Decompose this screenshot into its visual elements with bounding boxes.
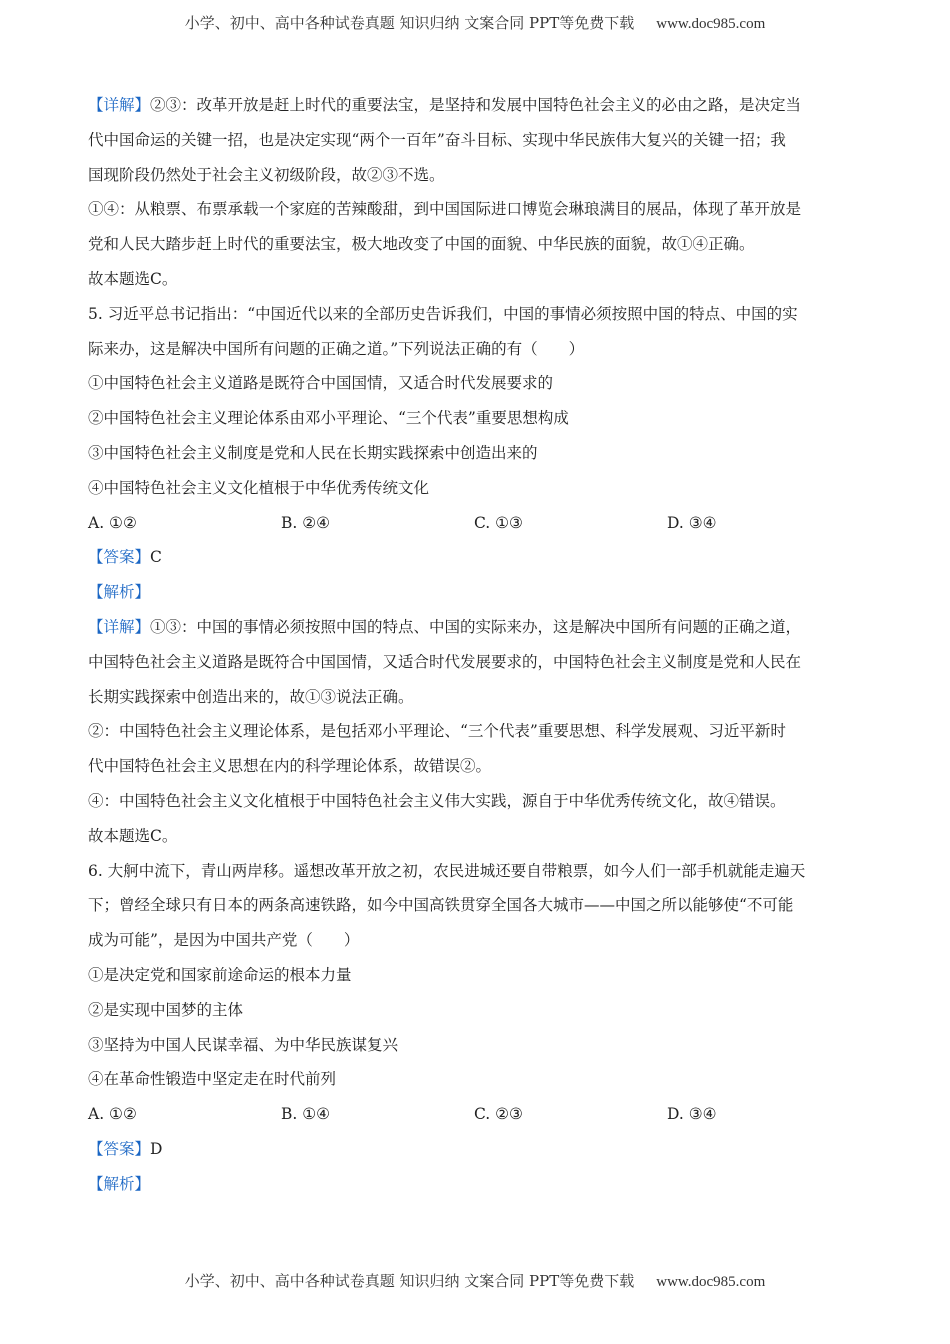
header-site-link[interactable]: www.doc985.com bbox=[656, 16, 766, 32]
q5-option-c: C. ①③ bbox=[474, 513, 523, 532]
q5-stem: 5. 习近平总书记指出：“中国近代以来的全部历史告诉我们，中国的事情必须按照中国的特点、中国的实 bbox=[88, 304, 798, 323]
q5-detail-line: 代中国特色社会主义思想在内的科学理论体系，故错误②。 bbox=[88, 757, 492, 776]
q6-item: ①是决定党和国家前途命运的根本力量 bbox=[88, 965, 352, 984]
answer-tag: 【答案】 bbox=[88, 548, 151, 567]
q6-option-d: D. ③④ bbox=[667, 1105, 717, 1124]
q5-stem: 际来办，这是解决中国所有问题的正确之道。”下列说法正确的有（ ） bbox=[88, 339, 585, 358]
q6-analysis-heading bbox=[88, 1167, 860, 1202]
q4-detail-line: 【详解】②③：改革开放是赶上时代的重要法宝，是坚持和发展中国特色社会主义的必由之路，是决定当 bbox=[88, 96, 802, 114]
q5-options bbox=[88, 506, 860, 541]
q6-item: ②是实现中国梦的主体 bbox=[88, 1000, 244, 1019]
page-footer bbox=[0, 1270, 950, 1291]
answer-value: C bbox=[150, 548, 162, 567]
q5-detail-line: 长期实践探索中创造出来的，故①③说法正确。 bbox=[88, 687, 414, 706]
analysis-tag: 【解析】 bbox=[88, 1174, 151, 1193]
q5-item: ③中国特色社会主义制度是党和人民在长期实践探索中创造出来的 bbox=[88, 443, 538, 462]
footer-site-link[interactable]: www.doc985.com bbox=[656, 1274, 766, 1290]
q5-item: ②中国特色社会主义理论体系由邓小平理论、“三个代表”重要思想构成 bbox=[88, 409, 569, 428]
document-body bbox=[88, 88, 860, 1202]
detail-tag: 【详解】 bbox=[88, 96, 151, 114]
q6-option-a: A. ①② bbox=[88, 1105, 137, 1124]
q6-option-b: B. ①④ bbox=[281, 1105, 331, 1124]
q5-conclusion: 故本题选C。 bbox=[88, 826, 178, 845]
q5-answer bbox=[88, 540, 860, 575]
q5-detail-line: ②：中国特色社会主义理论体系，是包括邓小平理论、“三个代表”重要思想、科学发展观、习近平新时 bbox=[88, 722, 786, 741]
answer-value: D bbox=[150, 1139, 163, 1158]
q6-stem: 下；曾经全球只有日本的两条高速铁路，如今中国高铁贯穿全国各大城市——中国之所以能够使“不可能 bbox=[88, 896, 794, 915]
q5-option-a: A. ①② bbox=[88, 513, 137, 532]
q5-detail-line: 【详解】①③：中国的事情必须按照中国的特点、中国的实际来办，这是解决中国所有问题的正确之道， bbox=[88, 617, 802, 636]
q6-item: ④在革命性锻造中坚定走在时代前列 bbox=[88, 1070, 337, 1089]
q4-detail-line: 国现阶段仍然处于社会主义初级阶段，故②③不选。 bbox=[88, 165, 445, 184]
q4-conclusion: 故本题选C。 bbox=[88, 269, 178, 288]
q5-detail-line: 中国特色社会主义道路是既符合中国国情，又适合时代发展要求的，中国特色社会主义制度是党和人民在 bbox=[88, 652, 802, 671]
q5-option-d: D. ③④ bbox=[667, 513, 717, 532]
footer-text: 小学、初中、高中各种试卷真题 知识归纳 文案合同 PPT等免费下载 bbox=[184, 1272, 635, 1290]
q6-item: ③坚持为中国人民谋幸福、为中华民族谋复兴 bbox=[88, 1035, 399, 1054]
q4-detail-line: ①④：从粮票、布票承载一个家庭的苦辣酸甜，到中国国际进口博览会琳琅满目的展品，体现了革开放是 bbox=[88, 200, 802, 219]
q6-answer bbox=[88, 1132, 860, 1167]
header-text: 小学、初中、高中各种试卷真题 知识归纳 文案合同 PPT等免费下载 bbox=[184, 14, 635, 32]
answer-tag: 【答案】 bbox=[88, 1139, 151, 1158]
q4-detail-line: 代中国命运的关键一招，也是决定实现“两个一百年”奋斗目标、实现中华民族伟大复兴的关键一招；我 bbox=[88, 130, 786, 149]
q5-option-b: B. ②④ bbox=[281, 513, 331, 532]
q6-options bbox=[88, 1097, 860, 1132]
q5-analysis-heading bbox=[88, 575, 860, 610]
page-header bbox=[0, 12, 950, 33]
q6-stem: 6. 大舸中流下，青山两岸移。遥想改革开放之初，农民进城还要自带粮票，如今人们一部手机就能走遍天 bbox=[88, 861, 806, 880]
q4-detail-line: 党和人民大踏步赶上时代的重要法宝，极大地改变了中国的面貌、中华民族的面貌，故①④正确。 bbox=[88, 235, 755, 254]
q6-stem: 成为可能”，是因为中国共产党（ ） bbox=[88, 931, 360, 950]
analysis-tag: 【解析】 bbox=[88, 583, 151, 602]
detail-tag: 【详解】 bbox=[88, 617, 151, 636]
q5-detail-line: ④：中国特色社会主义文化植根于中国特色社会主义伟大实践，源自于中华优秀传统文化，故④错误。 bbox=[88, 791, 786, 810]
q6-option-c: C. ②③ bbox=[474, 1105, 523, 1124]
q5-item: ④中国特色社会主义文化植根于中华优秀传统文化 bbox=[88, 478, 430, 497]
q5-item: ①中国特色社会主义道路是既符合中国国情，又适合时代发展要求的 bbox=[88, 374, 554, 393]
